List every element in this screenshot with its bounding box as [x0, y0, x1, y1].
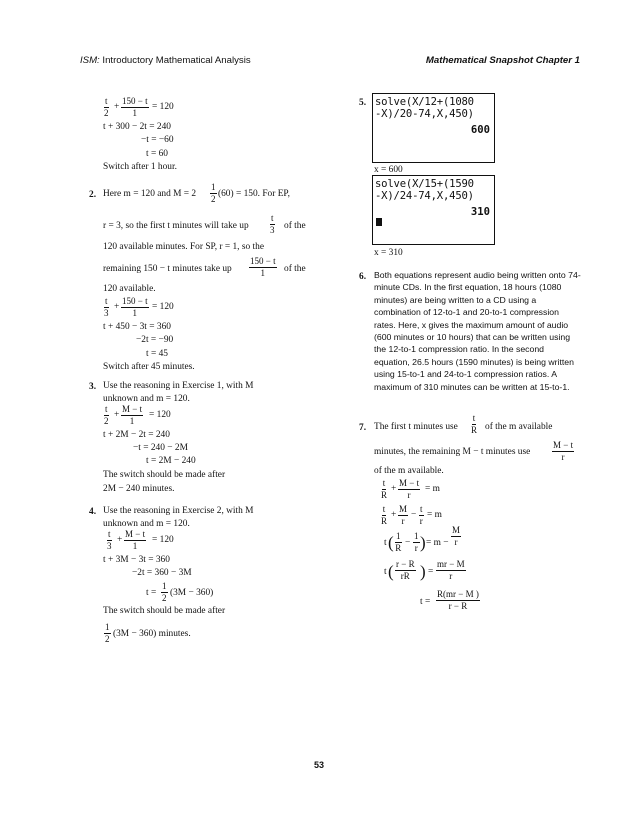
denominator: r — [401, 516, 405, 526]
calculator-screen-1 — [372, 93, 495, 163]
equation-line: t + 450 − 3t = 360 — [103, 322, 171, 332]
fraction — [121, 405, 143, 426]
text-line: unknown and m = 120. — [103, 394, 190, 404]
plus-sign: + — [114, 102, 120, 112]
fraction — [161, 582, 168, 603]
equation-rhs: = 120 — [152, 302, 174, 312]
numerator: t — [382, 478, 386, 488]
variable: t — [384, 567, 387, 577]
fraction — [121, 97, 149, 118]
equation-rhs: = m — [425, 484, 440, 494]
calculator-input-line: -X)/24-74,X,450) — [375, 190, 474, 202]
text-line: r = 3, so the first t minutes will take up — [103, 221, 249, 231]
right-paren: ) — [420, 533, 426, 552]
fraction — [552, 441, 574, 462]
left-paren: ( — [388, 533, 394, 552]
fraction — [419, 505, 424, 526]
fraction — [398, 479, 420, 500]
solution-text: x = 600 — [374, 165, 403, 175]
fraction — [121, 297, 149, 318]
text-line: of the m available. — [374, 466, 444, 476]
numerator: M − t — [122, 404, 143, 414]
book-title: Introductory Mathematical Analysis — [99, 55, 251, 66]
text-line: 120 available minutes. For SP, r = 1, so the — [103, 242, 265, 252]
exercise-number: 6. — [359, 272, 367, 282]
fraction — [107, 530, 112, 551]
numerator: M — [399, 504, 408, 514]
calculator-input-line: solve(X/12+(1080 — [375, 96, 474, 108]
fraction — [395, 532, 402, 553]
exercise-number: 4. — [89, 507, 97, 517]
text-line: (60) = 150. For EP, — [218, 189, 290, 199]
running-header-right: Mathematical Snapshot Chapter 1 — [425, 55, 580, 66]
minus-sign: − — [411, 510, 417, 520]
denominator: 2 — [104, 416, 109, 426]
numerator: t — [271, 213, 274, 223]
equation-line: t = 60 — [146, 149, 168, 159]
plus-sign: + — [391, 510, 397, 520]
numerator: R(mr − M ) — [437, 589, 479, 599]
equation-line: −t = −60 — [141, 135, 174, 145]
fraction — [104, 405, 109, 426]
text-line: unknown and m = 120. — [103, 519, 190, 529]
denominator: 2 — [211, 194, 216, 204]
numerator: 1 — [414, 531, 419, 541]
numerator: 1 — [105, 622, 110, 632]
equation-rhs: = 120 — [149, 410, 171, 420]
fraction — [436, 560, 466, 581]
text-line: of the m available — [485, 422, 553, 432]
equation-line: t + 2M − 2t = 240 — [103, 430, 170, 440]
fraction — [395, 560, 416, 581]
cursor-block — [376, 218, 382, 226]
numerator: 1 — [211, 182, 216, 192]
equation-rhs: = m − — [426, 538, 449, 548]
conclusion-text: The switch should be made after — [103, 606, 226, 616]
denominator: R — [381, 490, 388, 500]
equation-line: t + 3M − 3t = 360 — [103, 555, 170, 565]
fraction — [124, 530, 146, 551]
equation-line: −t = 240 − 2M — [133, 443, 188, 453]
minus-sign: − — [405, 538, 411, 548]
numerator: M − t — [399, 478, 420, 488]
fraction — [104, 297, 109, 318]
numerator: mr − M — [437, 559, 465, 569]
equation-line: (3M − 360) — [170, 588, 214, 598]
exercise-number: 5. — [359, 98, 367, 108]
numerator: t — [472, 413, 476, 423]
numerator: r − R — [396, 559, 415, 569]
conclusion-text: Switch after 45 minutes. — [103, 362, 195, 372]
denominator: 1 — [129, 416, 135, 426]
equation-rhs: = 120 — [152, 535, 174, 545]
conclusion-text: (3M − 360) minutes. — [113, 629, 191, 639]
denominator: r — [419, 516, 423, 526]
equation-line: t = — [146, 588, 157, 598]
text-line: Here m = 120 and M = 2 — [103, 189, 197, 199]
denominator: r — [454, 537, 458, 547]
calculator-result: 310 — [470, 206, 490, 218]
equation-rhs: = 120 — [152, 102, 174, 112]
denominator: 2 — [104, 108, 109, 118]
conclusion-text: 2M − 240 minutes. — [103, 484, 175, 494]
plus-sign: + — [391, 484, 397, 494]
equation-lhs: t = — [420, 597, 431, 607]
text-line: of the — [284, 264, 306, 274]
text-line: Use the reasoning in Exercise 1, with M — [103, 381, 254, 391]
equation-line: −2t = 360 − 3M — [132, 568, 192, 578]
fraction — [210, 183, 217, 204]
calculator-input-line: solve(X/15+(1590 — [375, 178, 474, 190]
equation-line: t + 300 − 2t = 240 — [103, 122, 171, 132]
numerator: t — [108, 529, 111, 539]
numerator: 1 — [162, 581, 167, 591]
equals-sign: = — [428, 567, 434, 577]
fraction — [381, 479, 387, 500]
fraction — [104, 623, 111, 644]
numerator: 1 — [396, 531, 401, 541]
calculator-input-line: -X)/20-74,X,450) — [375, 108, 474, 120]
solution-text: x = 310 — [374, 248, 403, 258]
fraction — [381, 505, 387, 526]
plus-sign: + — [114, 302, 120, 312]
book-abbrev: ISM: — [80, 55, 100, 66]
equation-line: −2t = −90 — [136, 335, 174, 345]
denominator: R — [471, 425, 478, 435]
exercise-number: 3. — [89, 382, 97, 392]
fraction — [436, 590, 480, 611]
numerator: t — [382, 504, 386, 514]
numerator: t — [105, 404, 108, 414]
denominator: 1 — [132, 541, 138, 551]
fraction — [270, 214, 275, 235]
exercise-number: 2. — [89, 190, 97, 200]
numerator: t — [105, 96, 108, 106]
numerator: 150 − t — [122, 296, 148, 306]
equation-line: t = 45 — [146, 349, 168, 359]
denominator: 3 — [270, 225, 275, 235]
plus-sign: + — [117, 535, 123, 545]
left-paren: ( — [388, 562, 394, 581]
denominator: 2 — [162, 593, 167, 603]
explanation-paragraph: Both equations represent audio being written onto 74-minute CDs. In the first equation, 18 hours (1080 minutes) are being written to a CD using a combination of 12-to-1 and 20-to-1 compression rates. Here, x gives the maximum amount of audio (600 minutes or 10 hours) that can be written using the 12-to-1 compression ratio. In the second equation, 26.5 hours (1590 minutes) is being written using 15-to-1 and 24-to-1 compression ratios. A maximum of 310 minutes can be written at 15-to-1. — [374, 270, 581, 392]
text-line: minutes, the remaining M − t minutes use — [374, 447, 531, 457]
page-number: 53 — [313, 760, 324, 770]
text-line: Use the reasoning in Exercise 2, with M — [103, 506, 254, 516]
exercise-number: 7. — [359, 423, 367, 433]
calculator-result: 600 — [470, 124, 490, 136]
text-line: 120 available. — [103, 284, 156, 294]
text-line: of the — [284, 221, 306, 231]
denominator: r — [561, 452, 565, 462]
fraction — [104, 97, 109, 118]
denominator: R — [381, 516, 388, 526]
numerator: t — [420, 504, 423, 514]
numerator: 150 − t — [122, 96, 148, 106]
denominator: 1 — [260, 268, 266, 278]
denominator: rR — [400, 571, 410, 581]
denominator: 2 — [105, 634, 110, 644]
denominator: R — [395, 543, 402, 553]
fraction — [249, 257, 277, 278]
plus-sign: + — [114, 410, 120, 420]
numerator: 150 − t — [250, 256, 276, 266]
denominator: 1 — [132, 308, 138, 318]
variable: t — [384, 538, 387, 548]
fraction — [413, 532, 420, 553]
equation-line: t = 2M − 240 — [146, 456, 196, 466]
fraction — [471, 414, 477, 435]
text-line: remaining 150 − t minutes take up — [103, 264, 232, 274]
conclusion-text: Switch after 1 hour. — [103, 162, 177, 172]
denominator: r — [449, 571, 453, 581]
denominator: 3 — [104, 308, 109, 318]
denominator: r − R — [448, 601, 468, 611]
fraction — [398, 505, 408, 526]
numerator: M − t — [125, 529, 146, 539]
numerator: t — [105, 296, 108, 306]
calculator-screen-2 — [372, 175, 495, 245]
denominator: 1 — [132, 108, 138, 118]
numerator: M — [452, 525, 461, 535]
denominator: r — [407, 490, 411, 500]
equation-rhs: = m — [427, 510, 442, 520]
running-header-left — [80, 55, 251, 66]
denominator: r — [414, 543, 418, 553]
fraction — [451, 526, 461, 547]
conclusion-text: The switch should be made after — [103, 470, 226, 480]
numerator: M − t — [553, 440, 574, 450]
right-paren: ) — [420, 562, 426, 581]
denominator: 3 — [107, 541, 112, 551]
text-line: The first t minutes use — [374, 422, 458, 432]
